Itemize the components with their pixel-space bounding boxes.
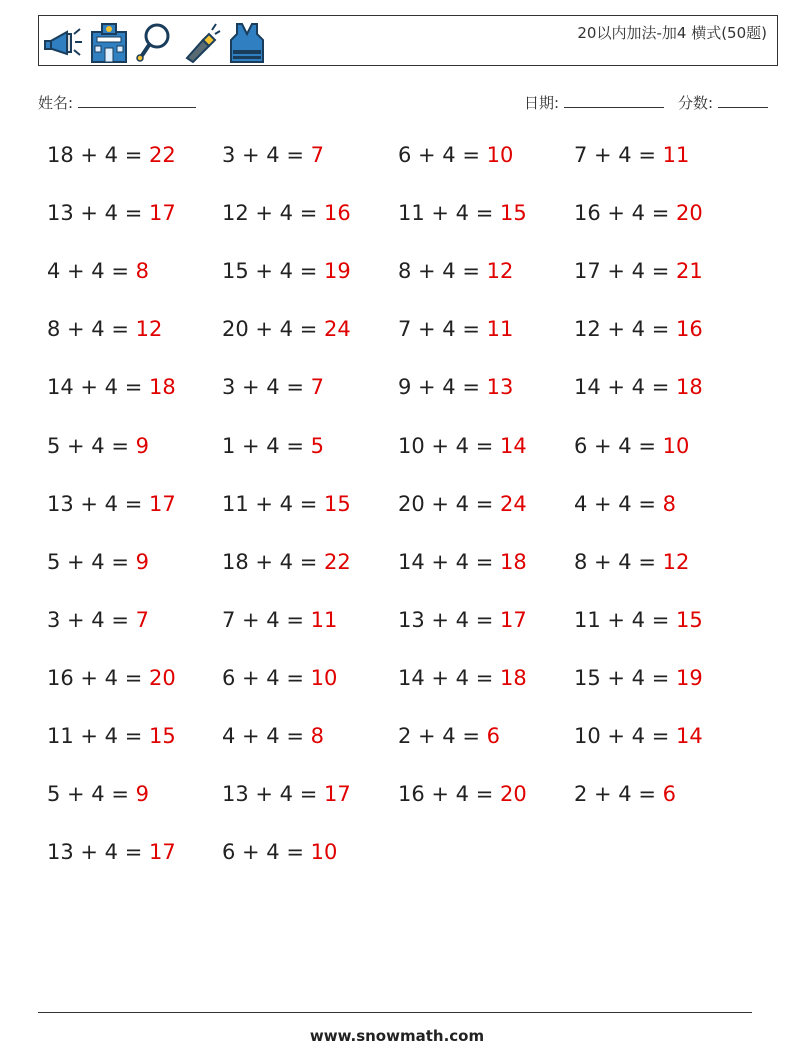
problem-question: 3 + 4 = bbox=[47, 607, 136, 632]
problem-question: 11 + 4 = bbox=[222, 491, 324, 516]
problem-item bbox=[574, 666, 703, 690]
problem-item bbox=[398, 201, 527, 225]
problem-question: 13 + 4 = bbox=[47, 201, 149, 226]
problem-item bbox=[222, 840, 337, 864]
problem-question: 13 + 4 = bbox=[47, 840, 149, 865]
problem-answer: 10 bbox=[662, 433, 690, 458]
problem-answer: 19 bbox=[675, 665, 703, 690]
problem-question: 18 + 4 = bbox=[222, 549, 324, 574]
problem-question: 14 + 4 = bbox=[47, 375, 149, 400]
header-box bbox=[38, 15, 778, 66]
problem-answer: 8 bbox=[310, 724, 324, 748]
problem-answer: 21 bbox=[675, 259, 703, 284]
problem-question: 6 + 4 = bbox=[398, 143, 487, 167]
problem-answer: 8 bbox=[662, 491, 676, 516]
problem-question: 2 + 4 = bbox=[398, 724, 487, 748]
problem-item bbox=[222, 143, 324, 167]
problem-question: 17 + 4 = bbox=[574, 259, 676, 284]
name-label: 姓名: bbox=[38, 94, 74, 112]
problem-answer: 12 bbox=[662, 549, 690, 574]
problem-item bbox=[574, 782, 676, 806]
problem-item bbox=[398, 375, 513, 399]
problem-answer: 6 bbox=[486, 724, 500, 748]
megaphone-icon bbox=[43, 20, 83, 64]
problem-item bbox=[47, 317, 162, 341]
problem-item bbox=[574, 375, 703, 399]
date-blank bbox=[564, 93, 664, 108]
problem-question: 7 + 4 = bbox=[222, 607, 311, 632]
problem-item bbox=[222, 259, 351, 283]
problem-item bbox=[222, 724, 324, 748]
problem-answer: 17 bbox=[148, 491, 176, 516]
date-field bbox=[524, 92, 664, 113]
problem-question: 3 + 4 = bbox=[222, 143, 311, 167]
problem-item bbox=[574, 550, 689, 574]
problem-question: 15 + 4 = bbox=[574, 665, 676, 690]
problem-item bbox=[222, 375, 324, 399]
problem-question: 5 + 4 = bbox=[47, 433, 136, 458]
problem-answer: 15 bbox=[675, 607, 703, 632]
problem-item bbox=[574, 143, 689, 167]
problem-answer: 17 bbox=[499, 607, 527, 632]
problem-item bbox=[398, 259, 513, 283]
problem-answer: 18 bbox=[499, 665, 527, 690]
problem-item bbox=[398, 724, 500, 748]
problem-question: 4 + 4 = bbox=[222, 724, 311, 748]
problem-answer: 24 bbox=[323, 317, 351, 342]
problem-answer: 15 bbox=[148, 724, 176, 748]
problem-answer: 17 bbox=[148, 840, 176, 865]
problem-answer: 5 bbox=[310, 433, 324, 458]
problem-item bbox=[398, 492, 527, 516]
problem-item bbox=[222, 782, 351, 806]
problem-question: 13 + 4 = bbox=[47, 491, 149, 516]
problem-question: 6 + 4 = bbox=[574, 433, 663, 458]
problem-question: 16 + 4 = bbox=[47, 665, 149, 690]
problem-item bbox=[47, 724, 176, 748]
problem-item bbox=[47, 550, 149, 574]
problem-answer: 20 bbox=[148, 665, 176, 690]
problem-answer: 7 bbox=[135, 607, 149, 632]
problem-question: 14 + 4 = bbox=[398, 665, 500, 690]
problem-item bbox=[398, 782, 527, 806]
problem-question: 10 + 4 = bbox=[574, 724, 676, 748]
problem-item bbox=[398, 550, 527, 574]
problem-answer: 19 bbox=[323, 259, 351, 284]
problem-question: 13 + 4 = bbox=[398, 607, 500, 632]
problem-answer: 18 bbox=[499, 549, 527, 574]
problem-question: 8 + 4 = bbox=[398, 259, 487, 284]
problem-question: 1 + 4 = bbox=[222, 433, 311, 458]
problem-item bbox=[398, 666, 527, 690]
problem-answer: 14 bbox=[675, 724, 703, 748]
problem-item bbox=[398, 608, 527, 632]
problem-item bbox=[47, 434, 149, 458]
problem-answer: 15 bbox=[323, 491, 351, 516]
problem-item bbox=[47, 492, 176, 516]
problem-answer: 6 bbox=[662, 782, 676, 807]
problem-answer: 11 bbox=[310, 607, 338, 632]
problem-answer: 8 bbox=[135, 259, 149, 284]
problem-question: 11 + 4 = bbox=[398, 201, 500, 226]
problem-answer: 16 bbox=[675, 317, 703, 342]
problem-answer: 10 bbox=[310, 665, 338, 690]
problem-question: 16 + 4 = bbox=[398, 782, 500, 807]
problem-answer: 16 bbox=[323, 201, 351, 226]
problem-answer: 10 bbox=[486, 143, 514, 167]
problem-question: 13 + 4 = bbox=[222, 782, 324, 807]
problem-question: 5 + 4 = bbox=[47, 549, 136, 574]
problem-question: 18 + 4 = bbox=[47, 143, 149, 167]
problem-item bbox=[574, 201, 703, 225]
problem-question: 6 + 4 = bbox=[222, 840, 311, 865]
problem-question: 4 + 4 = bbox=[574, 491, 663, 516]
problem-question: 8 + 4 = bbox=[47, 317, 136, 342]
problem-item bbox=[222, 201, 351, 225]
problem-question: 11 + 4 = bbox=[47, 724, 149, 748]
problem-question: 5 + 4 = bbox=[47, 782, 136, 807]
problem-answer: 17 bbox=[148, 201, 176, 226]
problem-question: 6 + 4 = bbox=[222, 665, 311, 690]
problem-item bbox=[222, 550, 351, 574]
problem-item bbox=[222, 492, 351, 516]
problem-item bbox=[47, 143, 176, 167]
problem-item bbox=[222, 608, 337, 632]
problem-item bbox=[47, 840, 176, 864]
name-field bbox=[38, 92, 196, 113]
score-blank bbox=[718, 93, 768, 108]
problem-answer: 24 bbox=[499, 491, 527, 516]
problem-question: 11 + 4 = bbox=[574, 607, 676, 632]
problem-item bbox=[222, 434, 324, 458]
police-vest-icon bbox=[227, 20, 267, 64]
problem-item bbox=[47, 375, 176, 399]
problem-question: 7 + 4 = bbox=[398, 317, 487, 342]
problem-question: 16 + 4 = bbox=[574, 201, 676, 226]
problem-answer: 9 bbox=[135, 433, 149, 458]
problem-question: 15 + 4 = bbox=[222, 259, 324, 284]
problem-answer: 20 bbox=[499, 782, 527, 807]
problem-item bbox=[574, 724, 703, 748]
problem-answer: 10 bbox=[310, 840, 338, 865]
problem-question: 14 + 4 = bbox=[398, 549, 500, 574]
problem-item bbox=[47, 201, 176, 225]
problem-item bbox=[574, 259, 703, 283]
problem-answer: 9 bbox=[135, 549, 149, 574]
problem-question: 9 + 4 = bbox=[398, 375, 487, 400]
problem-item bbox=[574, 492, 676, 516]
worksheet-title: 20以内加法-加4 横式(50题) bbox=[577, 24, 767, 42]
problem-question: 3 + 4 = bbox=[222, 375, 311, 400]
problem-item bbox=[47, 666, 176, 690]
problem-question: 2 + 4 = bbox=[574, 782, 663, 807]
problem-answer: 22 bbox=[148, 143, 176, 167]
footer-divider bbox=[38, 1012, 752, 1013]
problem-question: 12 + 4 = bbox=[574, 317, 676, 342]
problem-item bbox=[47, 259, 149, 283]
problem-answer: 20 bbox=[675, 201, 703, 226]
problem-item bbox=[574, 608, 703, 632]
problem-question: 8 + 4 = bbox=[574, 549, 663, 574]
problem-item bbox=[222, 317, 351, 341]
problem-answer: 15 bbox=[499, 201, 527, 226]
problem-item bbox=[398, 434, 527, 458]
problem-item bbox=[398, 317, 513, 341]
problem-item bbox=[222, 666, 337, 690]
problem-item bbox=[574, 317, 703, 341]
problem-question: 4 + 4 = bbox=[47, 259, 136, 284]
magnifier-icon bbox=[135, 20, 175, 64]
problem-answer: 7 bbox=[310, 143, 324, 167]
footer-url: www.snowmath.com bbox=[309, 1027, 485, 1045]
problem-question: 20 + 4 = bbox=[398, 491, 500, 516]
problem-answer: 17 bbox=[323, 782, 351, 807]
score-field bbox=[678, 92, 768, 113]
problem-answer: 13 bbox=[486, 375, 514, 400]
problem-question: 10 + 4 = bbox=[398, 433, 500, 458]
problem-answer: 22 bbox=[323, 549, 351, 574]
problem-answer: 12 bbox=[135, 317, 163, 342]
police-station-icon bbox=[89, 20, 129, 64]
problem-answer: 11 bbox=[486, 317, 514, 342]
problem-question: 14 + 4 = bbox=[574, 375, 676, 400]
date-label: 日期: bbox=[524, 94, 560, 112]
problem-item bbox=[47, 782, 149, 806]
problem-item bbox=[47, 608, 149, 632]
problem-answer: 12 bbox=[486, 259, 514, 284]
problem-answer: 14 bbox=[499, 433, 527, 458]
header-icons bbox=[43, 20, 267, 64]
problem-answer: 9 bbox=[135, 782, 149, 807]
problem-item bbox=[574, 434, 689, 458]
name-blank bbox=[78, 93, 196, 108]
problem-answer: 7 bbox=[310, 375, 324, 400]
problem-answer: 18 bbox=[675, 375, 703, 400]
problem-answer: 11 bbox=[662, 143, 690, 167]
problem-question: 12 + 4 = bbox=[222, 201, 324, 226]
flashlight-icon bbox=[181, 20, 221, 64]
problem-answer: 18 bbox=[148, 375, 176, 400]
problem-item bbox=[398, 143, 513, 167]
score-label: 分数: bbox=[678, 94, 714, 112]
problem-question: 20 + 4 = bbox=[222, 317, 324, 342]
problem-question: 7 + 4 = bbox=[574, 143, 663, 167]
